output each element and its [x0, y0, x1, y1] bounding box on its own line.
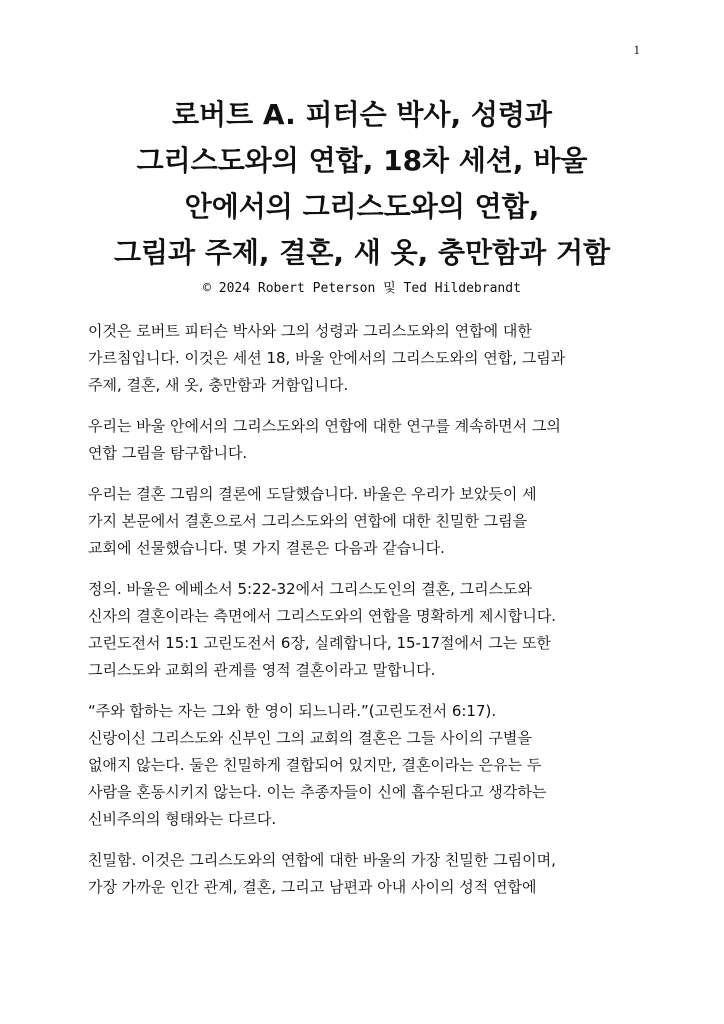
copyright-notice: © 2024 Robert Peterson 및 Ted Hildebrandt: [203, 281, 521, 296]
text-line: 교회에 선물했습니다. 몇 가지 결론은 다음과 같습니다.: [88, 539, 445, 557]
document-title: [60, 92, 664, 298]
document-body: [88, 318, 648, 915]
text-line: 사람을 혼동시키지 않는다. 이는 추종자들이 신에 흡수된다고 생각하는: [88, 783, 547, 801]
text-line: 가르침입니다. 이것은 세션 18, 바울 안에서의 그리스도와의 연합, 그림과: [88, 349, 566, 367]
text-line: 신랑이신 그리스도와 신부인 그의 교회의 결혼은 그들 사이의 구별을: [88, 729, 532, 747]
paragraph-quote: [88, 698, 648, 833]
title-line: 로버트 A. 피터슨 박사, 성령과: [172, 98, 552, 131]
text-line: 정의. 바울은 에베소서 5:22-32에서 그리스도인의 결혼, 그리스도와: [88, 580, 533, 598]
text-line: 우리는 결혼 그림의 결론에 도달했습니다. 바울은 우리가 보았듯이 세: [88, 485, 537, 503]
paragraph-intro: [88, 318, 648, 399]
text-line: 주제, 결혼, 새 옷, 충만함과 거함입니다.: [88, 376, 349, 394]
paragraph-definition: [88, 576, 648, 684]
text-line: 가지 본문에서 결혼으로서 그리스도와의 연합에 대한 친밀한 그림을: [88, 512, 528, 530]
text-line: 연합 그림을 탐구합니다.: [88, 444, 248, 462]
paragraph-intimacy: [88, 847, 648, 901]
paragraph-continue: [88, 413, 648, 467]
text-line: 그리스도와 교회의 관계를 영적 결혼이라고 말합니다.: [88, 661, 436, 679]
text-line: 이것은 로버트 피터슨 박사와 그의 성령과 그리스도와의 연합에 대한: [88, 322, 532, 340]
text-line: 없애지 않는다. 둘은 친밀하게 결합되어 있지만, 결혼이라는 은유는 두: [88, 756, 542, 774]
text-line: 친밀함. 이것은 그리스도와의 연합에 대한 바울의 가장 친밀한 그림이며,: [88, 851, 556, 869]
page-number: 1: [633, 42, 640, 57]
title-line: 안에서의 그리스도와의 연합,: [184, 190, 540, 223]
text-line: 고린도전서 15:1 고린도전서 6장, 실례합니다, 15-17절에서 그는 또한: [88, 634, 551, 652]
text-line: “주와 합하는 자는 그와 한 영이 되느니라.”(고린도전서 6:17).: [88, 702, 497, 720]
title-line: 그리스도와의 연합, 18차 세션, 바울: [136, 144, 588, 177]
paragraph-conclusion: [88, 481, 648, 562]
text-line: 가장 가까운 인간 관계, 결혼, 그리고 남편과 아내 사이의 성적 연합에: [88, 878, 537, 896]
text-line: 신자의 결혼이라는 측면에서 그리스도와의 연합을 명확하게 제시합니다.: [88, 607, 557, 625]
title-line: 그림과 주제, 결혼, 새 옷, 충만함과 거함: [113, 236, 611, 269]
text-line: 신비주의의 형태와는 다르다.: [88, 810, 277, 828]
text-line: 우리는 바울 안에서의 그리스도와의 연합에 대한 연구를 계속하면서 그의: [88, 417, 561, 435]
